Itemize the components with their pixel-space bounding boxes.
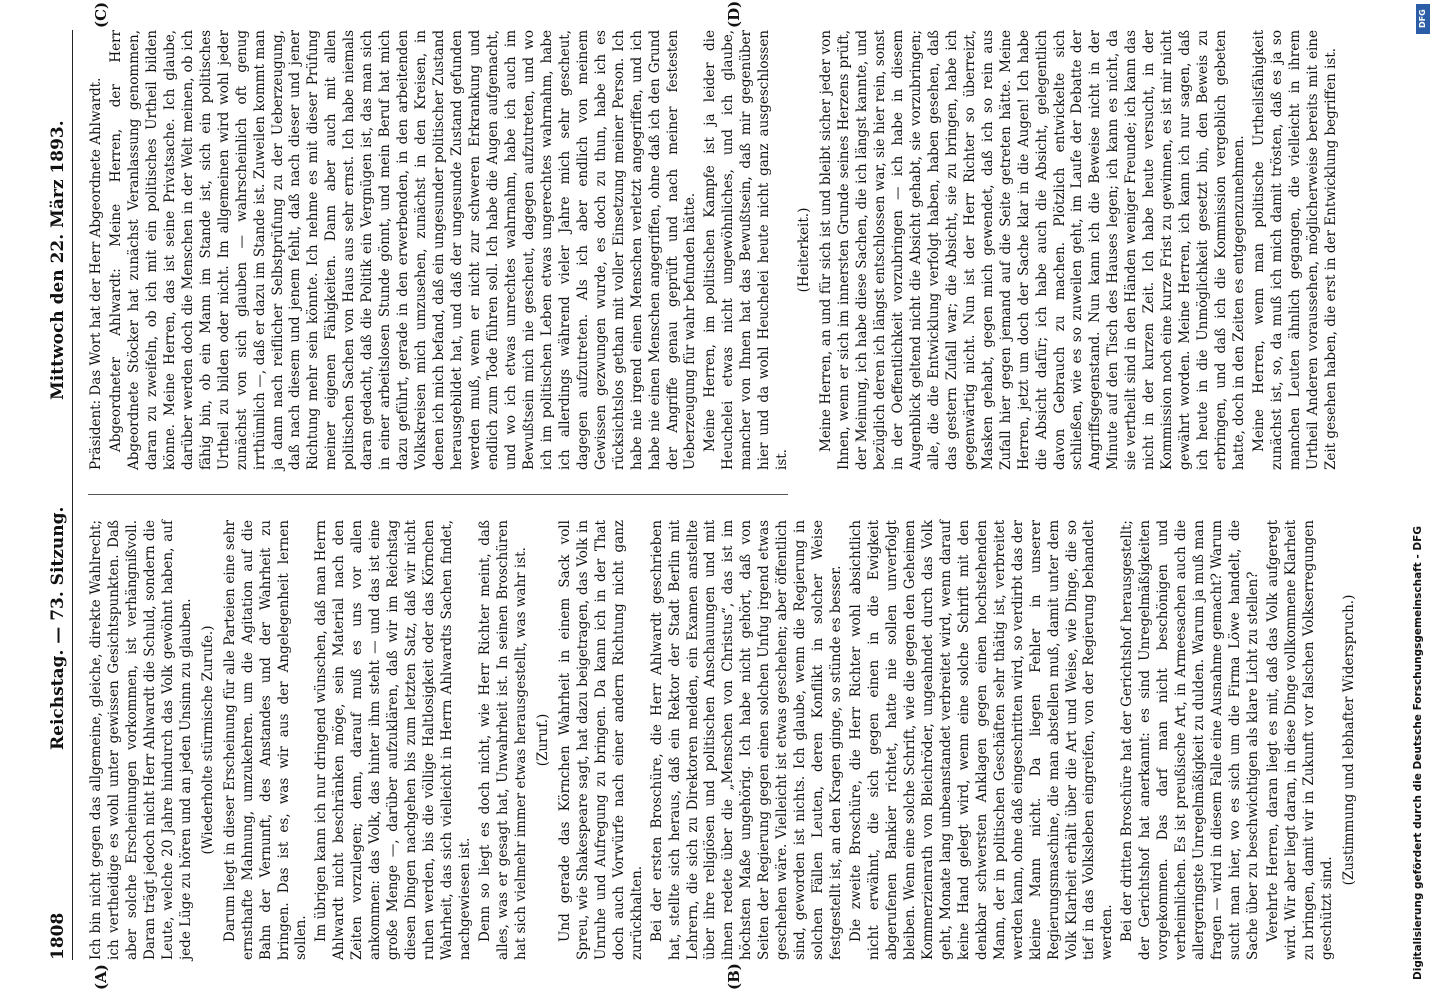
paragraph: Abgeordneter Ahlwardt: Meine Herren, der Herr Abgeordnete Stöcker hat zunächst Veranlassung genommen, daran zu zweifeln, ob ich mit ein politisches Urtheil bilden könne. Meine Herren, das ist seine Privatsache. Ich glaube, darüber werden doch die Menschen in der Welt meinen, ob ich fähig bin, ob ein Mann im Stande ist, sich ein politisches Urtheil zu bilden oder nicht. Im allgemeinen wird wohl jeder zunächst von sich glauben — wahrscheinlich oft genug irrthümlich —, daß er dazu im Stande ist. Zuweilen kommt man ja dann nach reiflicher Selbstprüfung zu der Ueberzeugung, daß nach diesem und jenem fehlt, daß nach dieser und jener Richtung mehr sein könnte. Ich nehme es mit dieser Prüfung meiner eigenen Fähigkeiten. Dann aber auch mit allen politischen Sachen von Haus aus sehr ernst. Ich habe niemals daran gedacht, daß die Politik ein Vergnügen ist, das man sich in einer arbeitslosen Stunde gönnt, und mein Beruf hat mich dazu geführt, gerade in den erwerbenden, in den arbeitenden Volkskreisen mich umzusehen, zunächst in den Kreisen, in denen ich mich befand, daß ein ungesunder politischer Zustand herausgebildet hat, und daß der ungesunde Zustand gefunden werden muß, wenn er nicht zur schweren Erkrankung und endlich zum Tode führen soll. Ich habe die Augen aufgemacht, und wo ich etwas unrechtes wahrnahm, habe ich auch im Bewußtsein mich nie gescheut, dagegen aufzutreten, und wo ich im politischen Leben etwas ungerechtes wahrnahm, habe ich allerdings während vieler Jahre mich sehr gescheut, dagegen aufzutreten. Als ich aber endlich von meinem Gewissen gezwungen wurde, es doch zu thun, habe ich es rücksichtslos gethan mit voller Einsetzung meiner Person. Ich habe nie irgend einen Menschen verletzt angegriffen, und ich habe nie einen Menschen angegriffen, ohne daß ich den Grund der Angriffe genau geprüft und nach meiner festesten Ueberzeugung für wahr befunden hätte.: [107, 30, 699, 470]
paragraph: Ich bin nicht gegen das allgemeine, gleiche, direkte Wahlrecht; ich vertheidige es wohl unter gewissen Gesichtspunkten. Daß aber solche Erscheinungen vorkommen, ist verhängnißvoll. Daran trägt jedoch nicht Herr Ahlwardt die Schuld, sondern die Leute, welche 20 Jahre hindurch das Volk gewöhnt haben, auf jede Lüge zu hören und an jeden Unsinn zu glauben.: [88, 520, 194, 960]
margin-mark-d: (D): [725, 0, 743, 28]
paragraph: Darum liegt in dieser Erscheinung für alle Parteien eine sehr ernsthafte Mahnung, umzukehren. um die Agitation auf die Bahn der Vernunft, des Anstandes und der Wahrheit zu bringen. Das ist es, was wir aus der Angelegenheit lernen sollen.: [221, 520, 310, 960]
column-divider: [88, 494, 788, 495]
dfg-logo: DFG: [1416, 4, 1430, 34]
margin-mark-b: (B): [725, 963, 743, 990]
paragraph: Und gerade das Körnchen Wahrheit in einem Sack voll Spreu, wie Shakespeare sagt, hat dazu beigetragen, das Volk in Unruhe und Aufregung zu bringen. Da kann ich in der That doch auch Vorwürfe nach einer andern Richtung nicht ganz zurückhalten.: [556, 520, 645, 960]
paragraph: (Heiterkeit.): [796, 207, 813, 293]
margin-mark-a: (A): [92, 964, 110, 990]
paragraph: Bei der dritten Broschüre hat der Gerichtshof herausgestellt; der Gerichtshof hat anerkannt: es sind Unregelmäßigkeiten vorgekommen. Das darf man nicht beschönigen und verheimlichen. Es ist preußische Art, in Armeesachen auch die allergeringste Unregelmäßigkeit zu dulden. Warum ja muß man fragen — wird in diesem Falle eine Ausnahme gemacht? Warum sucht man hier, wo es sich um die Firma Löwe handelt, die Sache über zu beschwichtigen als klare Licht zu stellen?: [1119, 520, 1262, 960]
right-column: [88, 30, 1343, 470]
margin-mark-c: (C): [92, 1, 110, 28]
session-date: Mittwoch den 22. März 1893.: [48, 120, 68, 400]
paragraph: Meine Herren, wenn man politische Urtheilsfähigkeit zunächst ist, so, da muß ich mich damit trösten, daß es ja so manchen Leuten ähnlich gegangen, die vielleicht in ihrem Urtheil Anderen voraussehen, möglicherweise bereits mit eine Zeit gesehen haben, die erst in der Entwicklung begriffen ist.: [1251, 30, 1339, 470]
paragraph: Im übrigen kann ich nur dringend wünschen, daß man Herrn Ahlwardt nicht beschränken möge, sein Material nach den Zeiten vorzulegen; denn, darauf muß es uns vor allen ankommen: das Volk, das hinter ihm steht — und das ist eine große Menge —, darüber aufzuklären, daß wir im Reichstag diesen Dingen nachgehen bis zum letzten Satz, daß wir nicht ruhen werden, bis die völlige Haltlosigkeit oder das Körnchen Wahrheit, das sich vielleicht in Herrn Ahlwardts Sachen findet, nachgewiesen ist.: [313, 520, 474, 960]
paragraph: (Wiederholte stürmische Zurufe.): [199, 625, 216, 855]
page-number: 1808: [48, 912, 68, 960]
paragraph: Präsident: Das Wort hat der Herr Abgeordnete Ahlwardt.: [88, 77, 104, 470]
paragraph: (Zuruf.): [534, 713, 551, 767]
paragraph: Verehrte Herren, daran liegt es mit, daß das Volk aufgeregt wird. Wir aber liegt daran, in diese Dinge vollkommene Klarheit zu bringen, damit wir in Zukunft vor falschen Volkserregungen geschützt sind.: [1265, 520, 1335, 960]
page-header: [48, 30, 73, 960]
session-title: Reichstag. — 73. Sitzung.: [48, 506, 68, 750]
paragraph: Die zweite Broschüre, die Herr Richter wohl absichtlich nicht erwähnt, die sich gegen einen in die Ewigkeit abgerufenen Bankier richtet, hatte nie sollen unverfolgt bleiben. Wenn eine solche Schrift, wie die gegen den Geheimen Kommerzienrath von Bleichröder, ungeahndet durch das Volk geht, Monate lang unbeanstandet verbreitet wird, wenn darauf keine Hand gelegt wird, wenn eine solche Schrift mit den denkbar schwersten Anklagen gegen einen hochstehenden Mann, der in politischen Geschäften sehr thätig ist, verbreitet werden kann, ohne daß eingeschritten wird, so verdirbt das der kleine Mann nicht. Da liegen Fehler in unserer Regierungsmaschine, die man abstellen muß, damit unter dem Volk Klarheit erhält über die Art und Weise, wie Dinge, die so tief in das Volksleben eingreifen, von der Regierung behandelt werden.: [848, 520, 1116, 960]
paragraph: Meine Herren, an und für sich ist und bleibt sicher jeder von Ihnen, wenn er sich im innersten Grunde seines Herzens prüft, der Meinung, ich habe diese Sachen, die ich längst kannte, und bezüglich deren ich längst entschlossen war, sie hier rein, sonst in der Oeffentlichkeit vorzubringen — ich habe in diesem Augenblick geltend nicht die Absicht gehabt, sie vorzubringen; alle, die die Entwicklung verfolgt haben, haben gesehen, daß das gestern Zufall war; die Absicht, sie zu bringen, habe ich gegenwärtig nicht. Nun ist der Herr Richter so überreizt, Masken gehabt, gegen mich gewendet, daß ich so rein aus Zufall hier gegen jemand auf die Seite getreten hätte. Meine Herren, jetzt um doch der Sache klar in die Augen! Ich habe die Absicht dafür; ich habe auch die Absicht, gelegentlich davon Gebrauch zu machen. Plötzlich entwickelte sich schließen, wie es so zuweilen geht, im Laufe der Debatte der Angriffsgegenstand. Nun kann ich die Beweise nicht in der Minute auf den Tisch des Hauses legen; ich kann es nicht, da sie vertheilt sind in den Händen weniger Freunde; ich kann das nicht in der kurzen Zeit. Ich habe heute versucht, in der Kommission noch eine kurze Frist zu gewinnen, es ist mir nicht gewährt worden. Meine Herren, ich kann ich nur sagen, daß ich heute in die Unmöglichkeit gesetzt bin, den Beweis zu erbringen, und daß ich die Kommission vergeblich gebeten hatte, doch in den Zeiten es entgegenzunehmen.: [818, 30, 1248, 470]
paragraph: Meine Herren, im politischen Kampfe ist ja leider die Heuchelei etwas nicht ungewöhnliches, und ich glaube, mancher von Ihnen hat das Bewußtsein, daß mir gegenüber hier und da wohl Heuchelei heute nicht ganz ausgeschlossen ist.: [702, 30, 791, 470]
paragraph: Bei der ersten Broschüre, die Herr Ahlwardt geschrieben hat, stellte sich heraus, daß ein Rektor der Stadt Berlin mit Lehrern, die sich zu Direktoren melden, ein Examen anstellte über ihre religiösen und politischen Anschauungen und mit ihnen redete über die „Menschen von Christus“, das ist im höchsten Maße ungehörig. Ich habe nicht gehört, daß von Seiten der Regierung gegen einen solchen Unfug irgend etwas geschehen wäre. Vielleicht ist etwas geschehen; aber öffentlich sind, geworden ist nichts. Ich glaube, wenn die Regierung in solchen Fällen Leuten, deren Konflikt in solcher Weise festgestellt ist, an den Kragen ginge, so stünde es besser.: [648, 520, 845, 960]
paragraph: (Zustimmung und lebhafter Widerspruch.): [1340, 594, 1357, 886]
digitization-credit: Digitalisierung gefördert durch die Deutsche Forschungsgemeinschaft - DFG: [1412, 526, 1424, 980]
paragraph: Denn so liegt es doch nicht, wie Herr Richter meint, daß alles, was er gesagt hat, Unwahrheit ist. In seinen Broschüren hat sich vielmehr immer etwas herausgestellt, was wahr ist.: [477, 520, 529, 960]
left-column: [88, 520, 1363, 960]
